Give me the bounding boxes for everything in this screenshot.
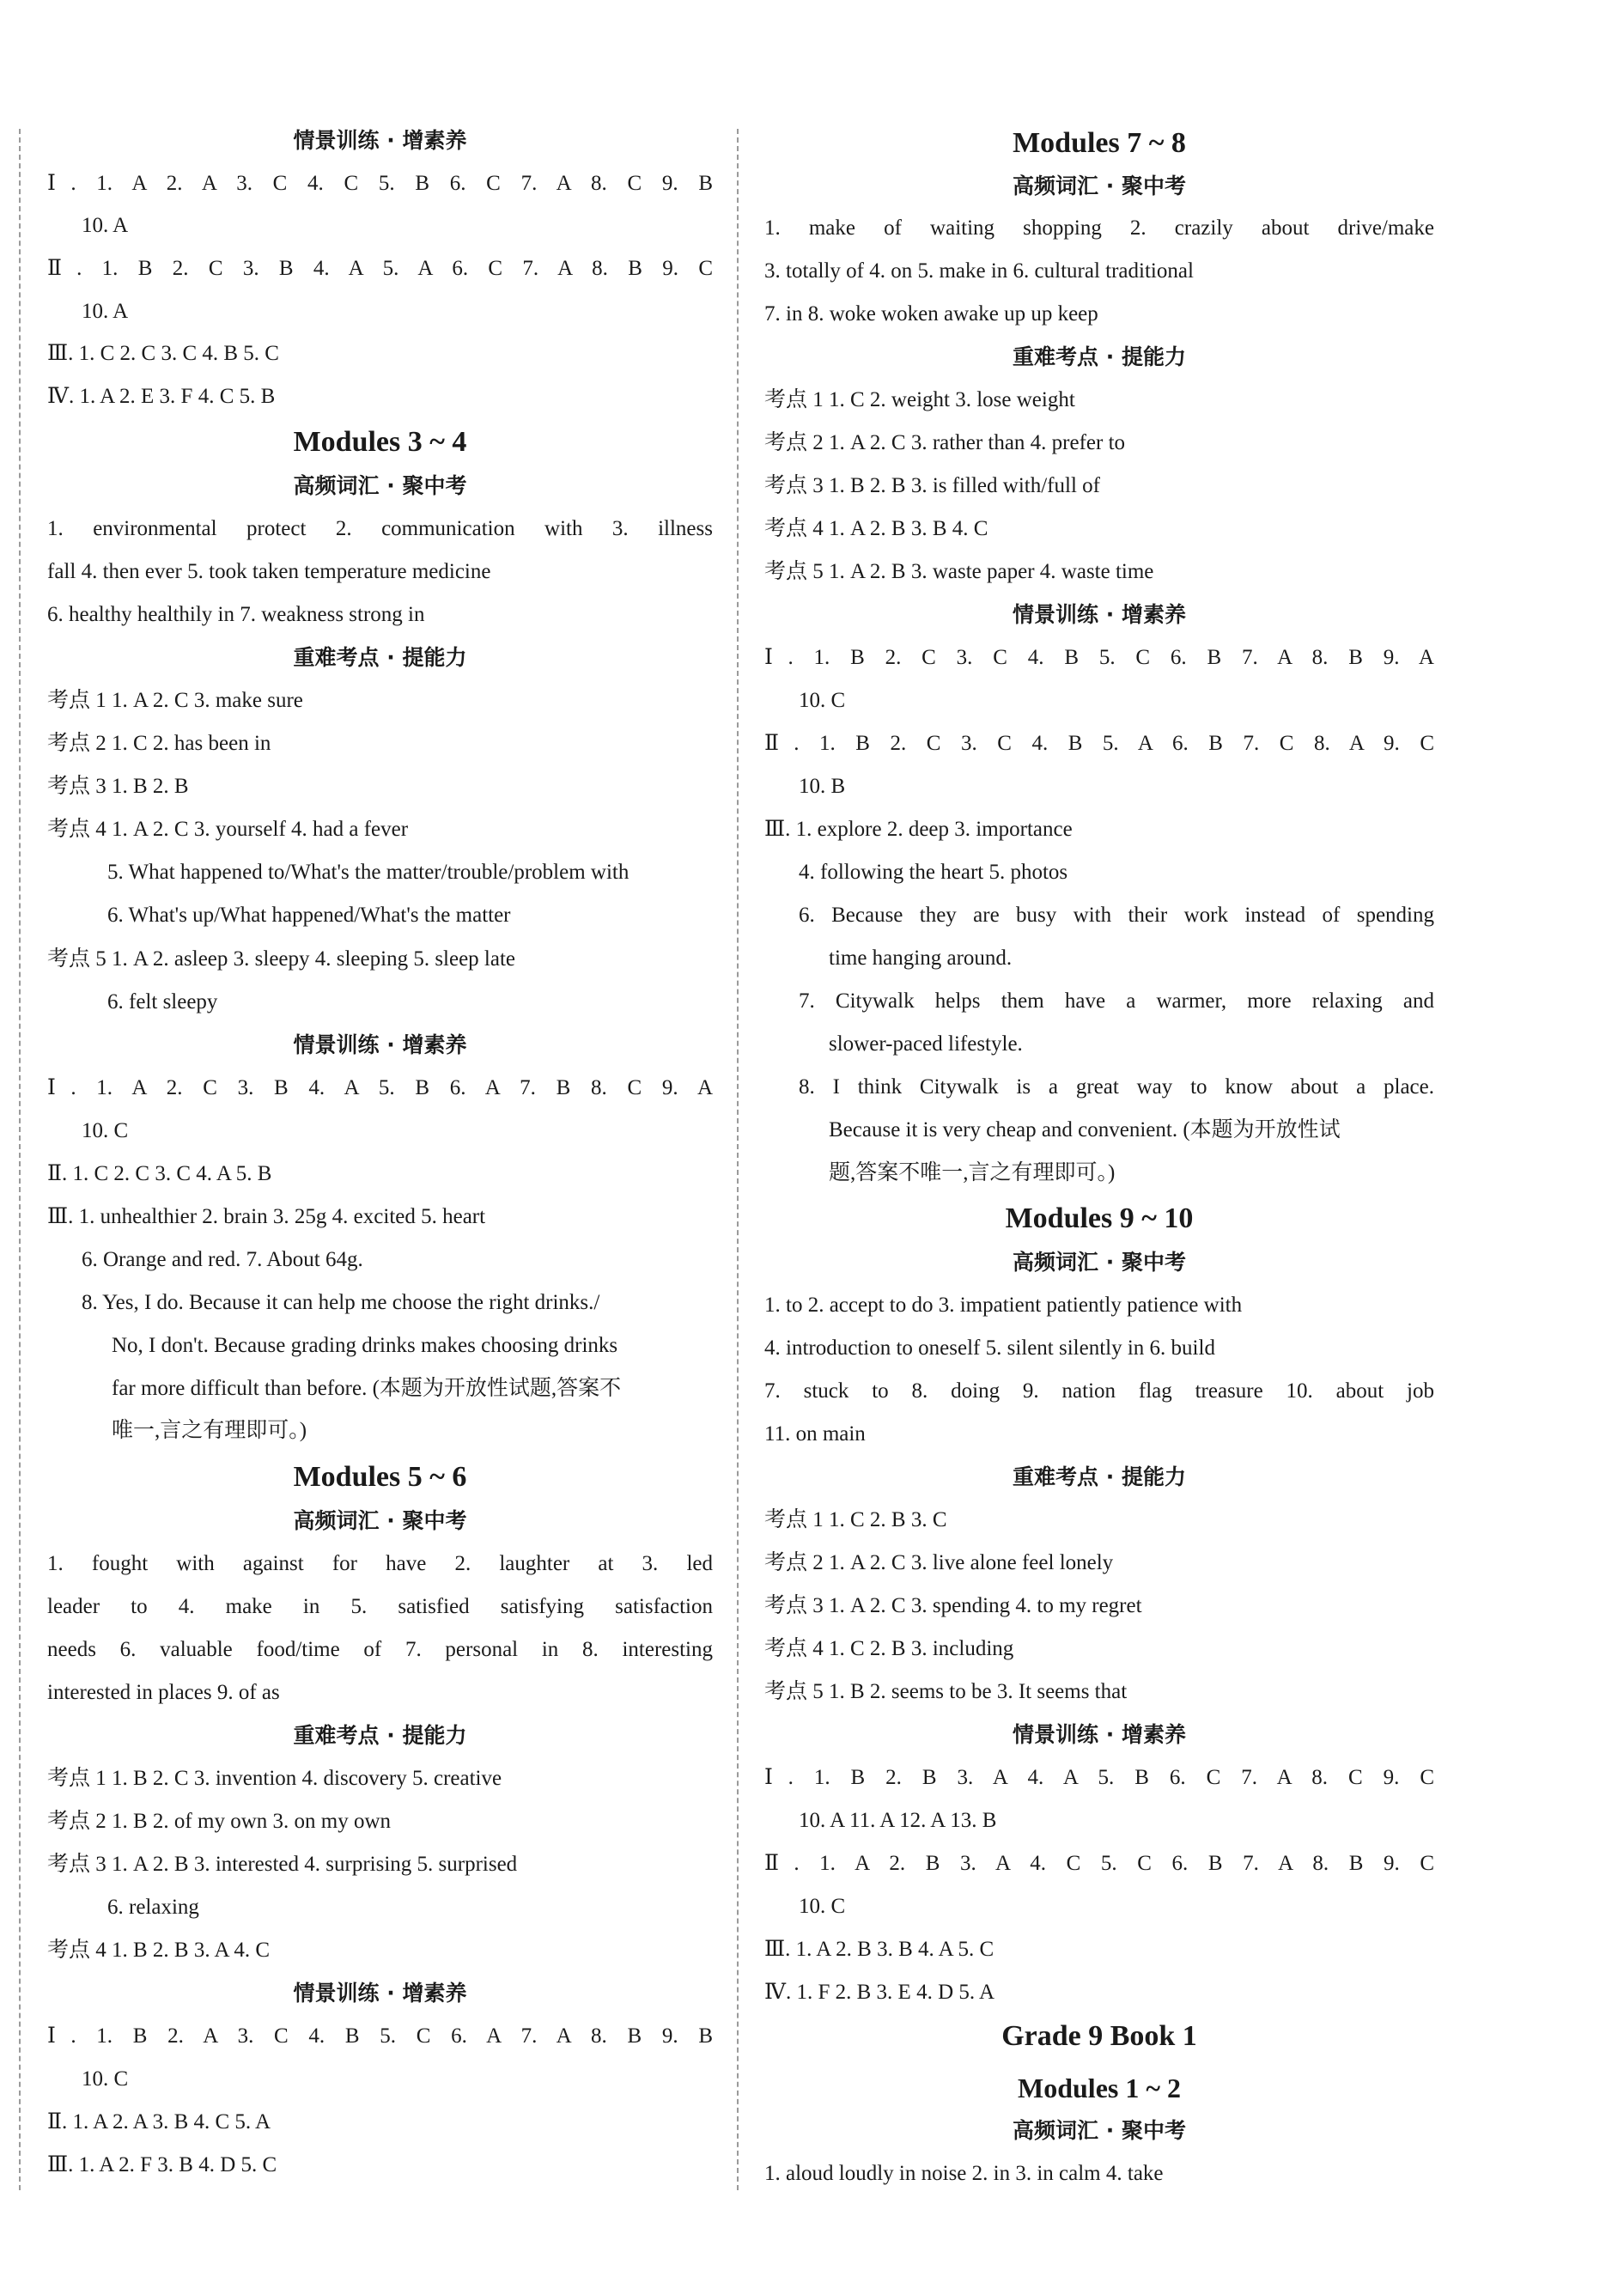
left-line: interested in places 9. of as [47,1681,280,1704]
left-line: 10. A [82,214,129,237]
right-line: 考点 4 1. A 2. B 3. B 4. C [764,517,988,540]
right-line: 6. Because they are busy with their work instead of spending [799,904,1434,927]
left-line: 10. A [82,300,129,323]
left-line: 考点 3 1. A 2. B 3. interested 4. surprising 5. surprised [47,1853,518,1876]
right-line: 7. in 8. woke woken awake up up keep [764,302,1098,326]
left-line: 唯一,言之有理即可。) [112,1419,307,1442]
left-line: 6. Orange and red. 7. About 64g. [82,1248,363,1271]
right-line: 11. on main [764,1422,866,1446]
right-section-heading: 重难考点 · 提能力 [1013,1464,1186,1489]
right-line: 题,答案不唯一,言之有理即可。) [829,1161,1116,1184]
left-line: 5. What happened to/What's the matter/trouble/problem with [107,861,630,884]
left-module-title: Modules 5 ~ 6 [293,1461,467,1493]
right-line: 考点 5 1. A 2. B 3. waste paper 4. waste time [764,560,1154,583]
right-line: Ⅲ. 1. A 2. B 3. B 4. A 5. C [764,1938,994,1961]
left-line: 考点 3 1. B 2. B [47,775,189,798]
left-line: 1. environmental protect 2. communication with 3. illness [47,517,713,540]
right-line: Ⅰ. 1. B 2. B 3. A 4. A 5. B 6. C 7. A 8. C 9. C [764,1766,1434,1789]
left-line: Ⅰ. 1. A 2. A 3. C 4. C 5. B 6. C 7. A 8. C 9. B [47,172,713,195]
right-line: 7. Citywalk helps them have a warmer, more relaxing and [799,989,1434,1013]
left-line: 10. C [82,2067,129,2091]
left-line: Ⅲ. 1. unhealthier 2. brain 3. 25g 4. excited 5. heart [47,1205,486,1228]
right-line: Because it is very cheap and convenient. (本题为开放性试 [829,1118,1341,1141]
left-line: Ⅰ. 1. B 2. A 3. C 4. B 5. C 6. A 7. A 8. B 9. B [47,2024,713,2048]
left-line: 6. healthy healthily in 7. weakness strong in [47,603,425,626]
left-line: 6. felt sleepy [107,990,218,1014]
right-line: 考点 5 1. B 2. seems to be 3. It seems that [764,1680,1128,1703]
left-line: 考点 2 1. B 2. of my own 3. on my own [47,1810,392,1833]
left-line: 考点 4 1. A 2. C 3. yourself 4. had a fever [47,818,409,841]
right-line: 考点 2 1. A 2. C 3. rather than 4. prefer to [764,431,1126,454]
right-line: 10. A 11. A 12. A 13. B [799,1809,997,1832]
left-line: 6. relaxing [107,1896,199,1919]
right-section-heading: 高频词汇 · 聚中考 [1013,2118,1186,2143]
right-line: slower-paced lifestyle. [829,1032,1023,1056]
left-line: 考点 1 1. A 2. C 3. make sure [47,689,303,712]
right-line: 考点 1 1. C 2. weight 3. lose weight [764,388,1075,411]
left-line: 8. Yes, I do. Because it can help me choose the right drinks./ [82,1291,600,1314]
right-line: 考点 4 1. C 2. B 3. including [764,1637,1014,1660]
right-line: 4. introduction to oneself 5. silent silently in 6. build [764,1336,1215,1360]
left-line: No, I don't. Because grading drinks makes choosing drinks [112,1334,618,1357]
left-line: Ⅳ. 1. A 2. E 3. F 4. C 5. B [47,385,276,408]
left-line: 考点 1 1. B 2. C 3. invention 4. discovery 5. creative [47,1767,502,1790]
left-line: Ⅲ. 1. A 2. F 3. B 4. D 5. C [47,2153,277,2176]
left-section-heading: 情景训练 · 增素养 [293,1981,467,2006]
right-line: Ⅱ. 1. A 2. B 3. A 4. C 5. C 6. B 7. A 8. B 9. C [764,1852,1434,1875]
right-module-title: Grade 9 Book 1 [1001,2020,1197,2052]
left-line: 考点 2 1. C 2. has been in [47,732,271,755]
right-module-title: Modules 7 ~ 8 [1013,127,1186,159]
right-line: Ⅲ. 1. explore 2. deep 3. importance [764,818,1073,841]
left-section-heading: 高频词汇 · 聚中考 [293,1508,467,1533]
right-section-heading: 情景训练 · 增素养 [1013,1722,1186,1747]
right-module-title: Modules 1 ~ 2 [1018,2073,1181,2103]
right-line: 1. make of waiting shopping 2. crazily about drive/make [764,216,1434,240]
left-section-heading: 情景训练 · 增素养 [293,1032,467,1057]
right-line: 10. C [799,689,846,712]
right-line: 考点 2 1. A 2. C 3. live alone feel lonely [764,1551,1114,1574]
right-line: 10. C [799,1895,846,1918]
right-line: Ⅱ. 1. B 2. C 3. C 4. B 5. A 6. B 7. C 8. A 9. C [764,732,1434,755]
left-module-title: Modules 3 ~ 4 [293,426,467,458]
left-line: needs 6. valuable food/time of 7. personal in 8. interesting [47,1638,713,1661]
right-line: Ⅳ. 1. F 2. B 3. E 4. D 5. A [764,1981,995,2004]
left-line: Ⅰ. 1. A 2. C 3. B 4. A 5. B 6. A 7. B 8. C 9. A [47,1076,713,1099]
right-section-heading: 情景训练 · 增素养 [1013,602,1186,627]
left-line: Ⅱ. 1. C 2. C 3. C 4. A 5. B [47,1162,272,1185]
right-line: 考点 1 1. C 2. B 3. C [764,1508,947,1531]
left-line: Ⅲ. 1. C 2. C 3. C 4. B 5. C [47,342,279,365]
right-line: 1. to 2. accept to do 3. impatient patiently patience with [764,1294,1243,1317]
right-section-heading: 高频词汇 · 聚中考 [1013,173,1186,198]
right-line: 8. I think Citywalk is a great way to know about a place. [799,1075,1434,1099]
right-module-title: Modules 9 ~ 10 [1005,1202,1194,1234]
left-section-heading: 重难考点 · 提能力 [293,1723,467,1748]
right-line: 考点 3 1. B 2. B 3. is filled with/full of [764,474,1100,497]
left-line: Ⅱ. 1. B 2. C 3. B 4. A 5. A 6. C 7. A 8. B 9. C [47,257,713,280]
right-line: 3. totally of 4. on 5. make in 6. cultural traditional [764,259,1194,283]
right-line: 4. following the heart 5. photos [799,861,1068,884]
left-section-heading: 情景训练 · 增素养 [293,128,467,153]
left-line: Ⅱ. 1. A 2. A 3. B 4. C 5. A [47,2110,271,2134]
left-line: 考点 5 1. A 2. asleep 3. sleepy 4. sleeping 5. sleep late [47,947,516,971]
left-line: 6. What's up/What happened/What's the matter [107,904,511,927]
left-line: far more difficult than before. (本题为开放性试题,答案不 [112,1377,622,1400]
right-line: 1. aloud loudly in noise 2. in 3. in calm 4. take [764,2162,1164,2185]
left-line: leader to 4. make in 5. satisfied satisfying satisfaction [47,1595,713,1618]
left-section-heading: 重难考点 · 提能力 [293,645,467,670]
right-line: time hanging around. [829,947,1013,970]
left-line: 1. fought with against for have 2. laughter at 3. led [47,1552,713,1575]
right-line: 10. B [799,775,846,798]
left-margin-rule [19,129,21,2190]
left-line: fall 4. then ever 5. took taken temperature medicine [47,560,491,583]
right-line: 7. stuck to 8. doing 9. nation flag treasure 10. about job [764,1379,1434,1403]
right-line: 考点 3 1. A 2. C 3. spending 4. to my regret [764,1594,1142,1617]
column-divider [737,129,739,2190]
left-line: 10. C [82,1119,129,1142]
left-section-heading: 高频词汇 · 聚中考 [293,473,467,498]
right-section-heading: 高频词汇 · 聚中考 [1013,1250,1186,1275]
left-line: 考点 4 1. B 2. B 3. A 4. C [47,1939,271,1962]
right-line: Ⅰ. 1. B 2. C 3. C 4. B 5. C 6. B 7. A 8. B 9. A [764,646,1434,669]
right-section-heading: 重难考点 · 提能力 [1013,344,1186,369]
